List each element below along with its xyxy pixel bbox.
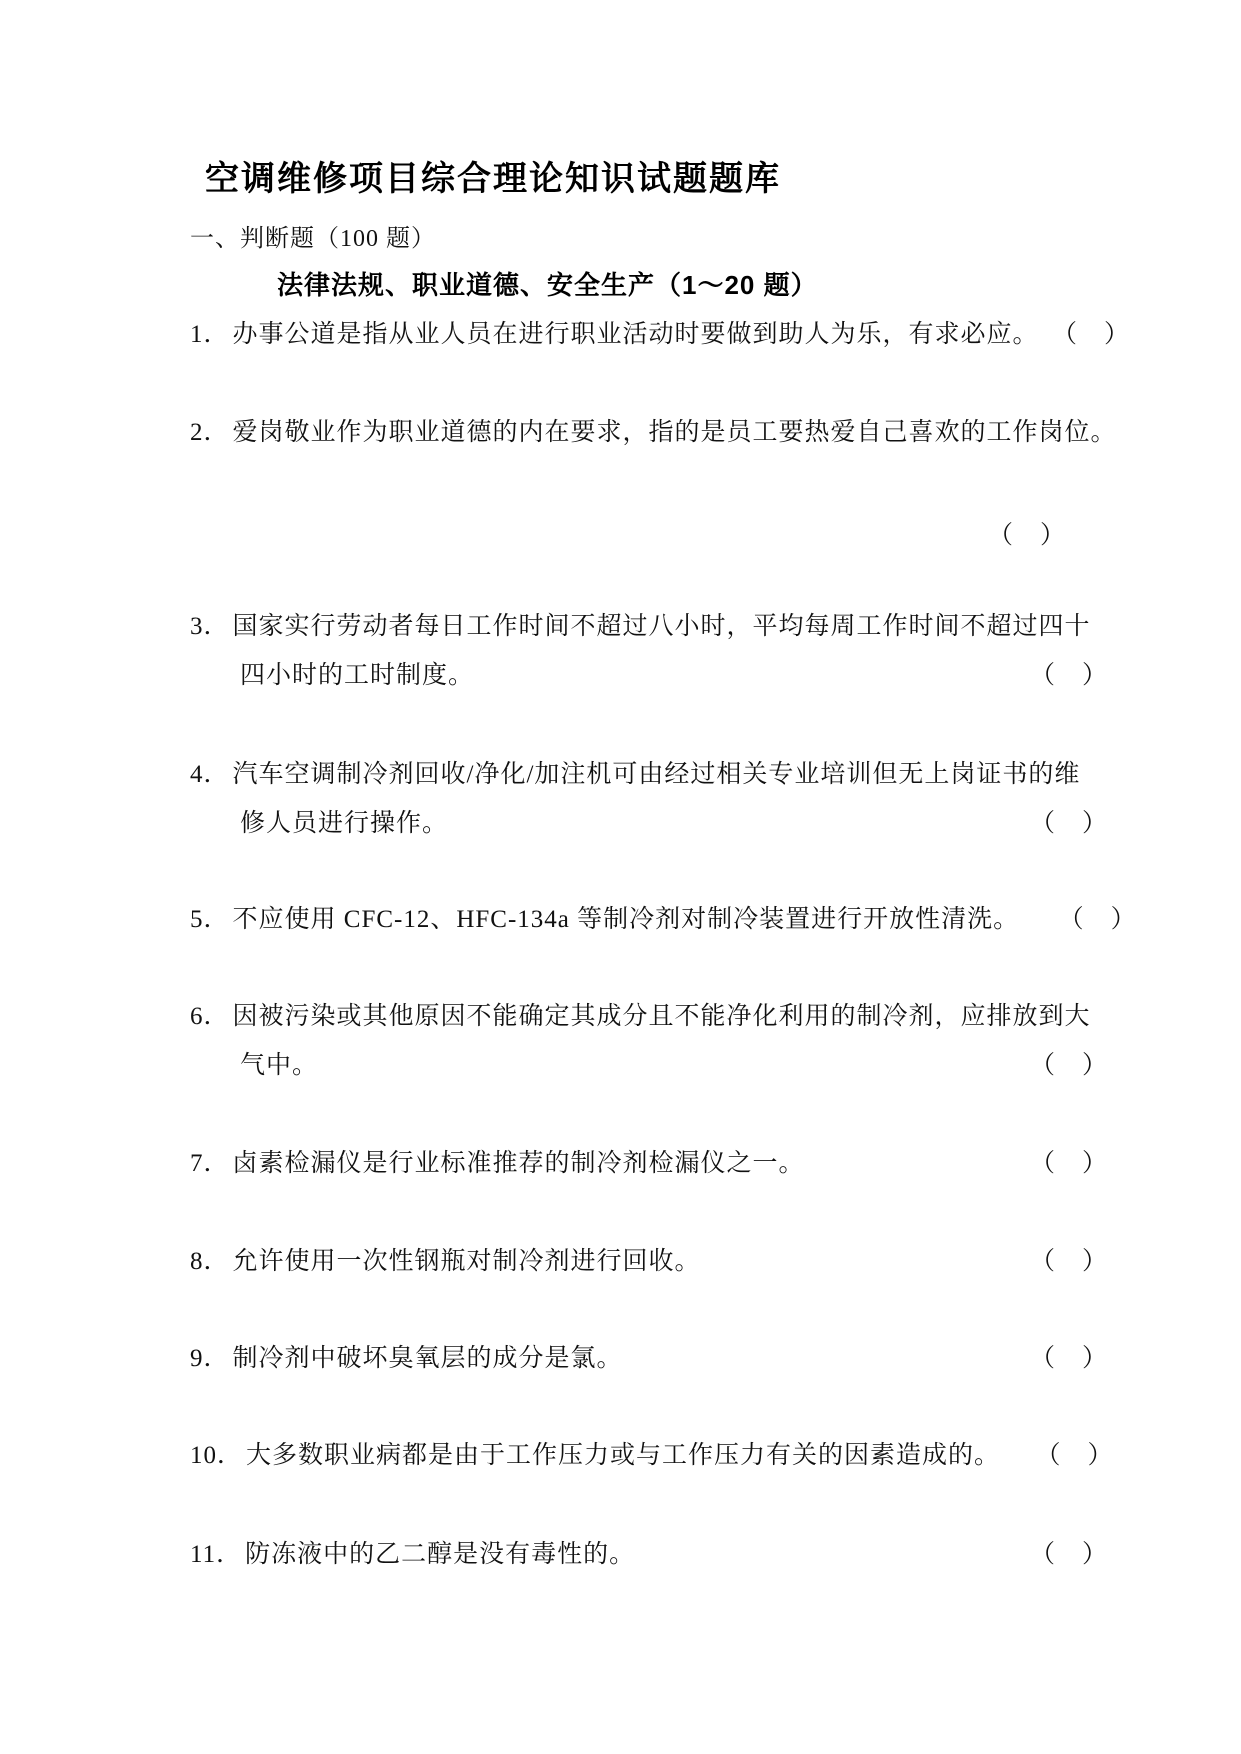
question-number: 11． bbox=[190, 1541, 243, 1568]
question-text: 卤素检漏仪是行业标准推荐的制冷剂检漏仪之一。 bbox=[232, 1150, 805, 1177]
question-6 bbox=[0, 1000, 1241, 1034]
answer-bracket: （ ） bbox=[1030, 1345, 1109, 1372]
question-text: 四小时的工时制度。 bbox=[240, 662, 475, 689]
answer-bracket: （ ） bbox=[1030, 810, 1109, 837]
answer-bracket: （ ） bbox=[1030, 1052, 1109, 1079]
question-number: 7． bbox=[190, 1150, 230, 1177]
answer-bracket: （ ） bbox=[1030, 1248, 1109, 1275]
answer-bracket: （ ） bbox=[1030, 1541, 1109, 1568]
question-8 bbox=[0, 1245, 1241, 1279]
question-text: 允许使用一次性钢瓶对制冷剂进行回收。 bbox=[232, 1248, 701, 1275]
question-5 bbox=[0, 903, 1241, 937]
question-number: 8． bbox=[190, 1248, 230, 1275]
question-10 bbox=[0, 1439, 1241, 1473]
question-3-line-2 bbox=[0, 659, 1241, 693]
question-3 bbox=[0, 610, 1241, 644]
question-text: 汽车空调制冷剂回收/净化/加注机可由经过相关专业培训但无上岗证书的维 bbox=[232, 761, 1081, 788]
question-text: 制冷剂中破坏臭氧层的成分是氯。 bbox=[232, 1345, 623, 1372]
question-text: 不应使用 CFC-12、HFC-134a 等制冷剂对制冷装置进行开放性清洗。 bbox=[232, 906, 1020, 933]
question-4 bbox=[0, 758, 1241, 792]
question-number: 2． bbox=[190, 419, 230, 446]
question-7 bbox=[0, 1147, 1241, 1181]
answer-bracket: （ ） bbox=[1048, 1442, 1114, 1469]
question-number: 1． bbox=[190, 321, 230, 348]
question-text: 因被污染或其他原因不能确定其成分且不能净化利用的制冷剂，应排放到大 bbox=[232, 1003, 1091, 1030]
question-text: 大多数职业病都是由于工作压力或与工作压力有关的因素造成的。 bbox=[246, 1442, 1001, 1469]
question-2 bbox=[0, 416, 1241, 450]
question-number: 4． bbox=[190, 761, 230, 788]
question-text: 办事公道是指从业人员在进行职业活动时要做到助人为乐，有求必应。 bbox=[232, 321, 1039, 348]
question-number: 9． bbox=[190, 1345, 230, 1372]
question-4-line-2 bbox=[0, 807, 1241, 841]
section-heading: 一、判断题（100 题） bbox=[190, 226, 436, 252]
answer-bracket: （ ） bbox=[1064, 321, 1131, 348]
question-number: 5． bbox=[190, 906, 230, 933]
answer-bracket: （ ） bbox=[1030, 1150, 1109, 1177]
question-1 bbox=[0, 318, 1241, 352]
question-text: 国家实行劳动者每日工作时间不超过八小时，平均每周工作时间不超过四十 bbox=[232, 613, 1091, 640]
question-number: 3． bbox=[190, 613, 230, 640]
question-number: 10． bbox=[190, 1442, 244, 1469]
question-11 bbox=[0, 1538, 1241, 1572]
question-9 bbox=[0, 1342, 1241, 1376]
question-number: 6． bbox=[190, 1003, 230, 1030]
answer-bracket: （ ） bbox=[1030, 662, 1109, 689]
answer-bracket: （ ） bbox=[1071, 906, 1137, 933]
question-text: 修人员进行操作。 bbox=[240, 810, 449, 837]
answer-bracket: （ ） bbox=[988, 522, 1067, 549]
question-text: 防冻液中的乙二醇是没有毒性的。 bbox=[245, 1541, 636, 1568]
page-title: 空调维修项目综合理论知识试题题库 bbox=[205, 160, 781, 198]
subsection-heading: 法律法规、职业道德、安全生产（1～20 题） bbox=[277, 270, 818, 300]
question-text: 爱岗敬业作为职业道德的内在要求，指的是员工要热爱自己喜欢的工作岗位。 bbox=[232, 419, 1117, 446]
question-6-line-2 bbox=[0, 1049, 1241, 1083]
question-text: 气中。 bbox=[240, 1052, 319, 1079]
